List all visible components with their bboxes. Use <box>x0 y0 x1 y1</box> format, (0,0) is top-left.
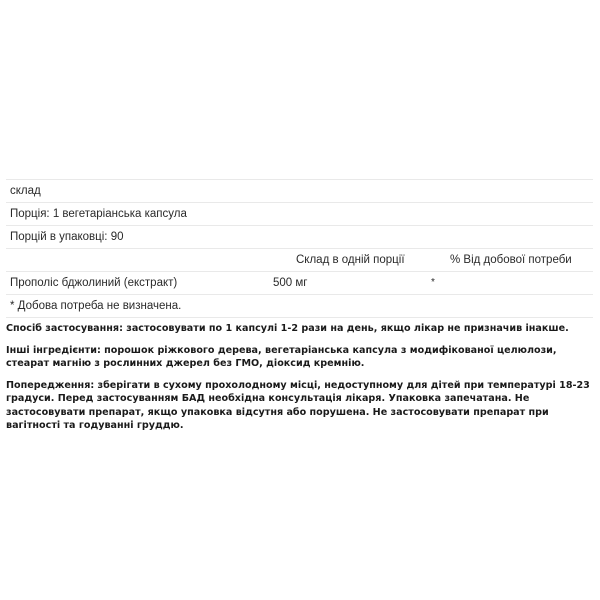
warning-text: Попередження: зберігати в сухому прохолодному місці, недоступному для дітей при температурі 18-23 градуси. Перед застосуванням БАД необхідна консультація лікаря. Упаковка запечатана. Не застосовувати препарат, якщо упаковка відсутня або порушена. Не застосовувати препарат при вагітності та годуванні груддю. <box>6 379 590 431</box>
serving-size: Порція: 1 вегетаріанська капсула <box>10 208 187 220</box>
footnote-row <box>6 295 593 318</box>
ingredient-row <box>6 272 593 295</box>
servings-per-container-row <box>6 226 593 249</box>
facts-title-row <box>6 180 593 203</box>
ingredient-name: Прополіс бджолиний (екстракт) <box>10 277 178 289</box>
supplement-facts-table <box>6 179 593 318</box>
usage-instructions: Спосіб застосування: застосовувати по 1 капсулі 1-2 рази на день, якщо лікар не призначив інакше. <box>6 323 569 334</box>
footnote: * Добова потреба не визначена. <box>10 300 182 312</box>
facts-title: склад <box>10 185 41 197</box>
column-header-daily-value: % Від добової потреби <box>450 254 572 266</box>
other-ingredients: Інші інгредієнти: порошок ріжкового дерева, вегетаріанська капсула з модифікованої целюлози, стеарат магнію з рослинних джерел без ГМО, діоксид кремнію. <box>6 344 557 369</box>
servings-per-container: Порцій в упаковці: 90 <box>10 231 124 243</box>
product-notes <box>6 322 594 441</box>
ingredient-daily-value: * <box>431 277 435 288</box>
column-header-amount: Склад в одній порції <box>296 254 405 266</box>
ingredient-amount: 500 мг <box>273 277 308 289</box>
column-header-row <box>6 249 593 272</box>
serving-size-row <box>6 203 593 226</box>
